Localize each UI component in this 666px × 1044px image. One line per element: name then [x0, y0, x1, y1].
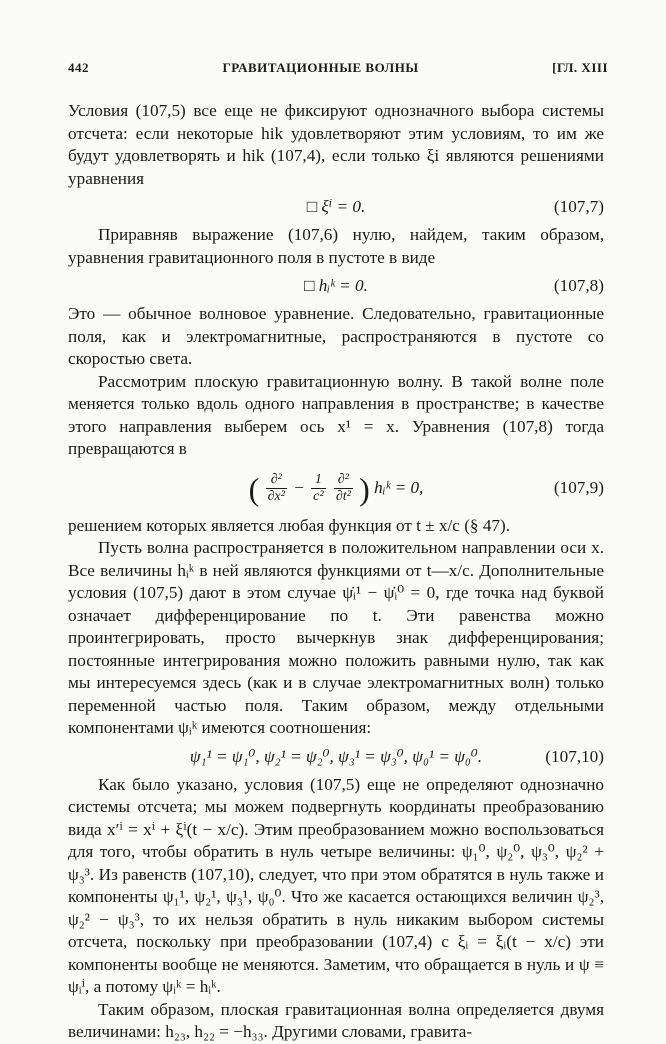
paragraph-4: Рассмотрим плоскую гравитационную волну. В такой волне поле меняется только вдоль одного направления в пространстве; в качестве этого направления выберем ось x¹ = x. Уравнения (107,8) тогда превращаются в	[68, 371, 604, 458]
denominator: c²	[313, 489, 324, 505]
paragraph-5: решением которых является любая функция от t ± x/c (§ 47).	[68, 515, 511, 535]
denominator: ∂x²	[267, 489, 285, 505]
equation-number: (107,9)	[553, 477, 604, 497]
chapter-label: [ГЛ. XIII	[552, 60, 608, 75]
equation-number: (107,7)	[553, 197, 604, 216]
paragraph-8: Таким образом, плоская гравитационная волна определяется двумя величинами: h₂₃, h₂₂ = −h₃₃. Другими словами, гравита-	[68, 999, 604, 1041]
running-header	[68, 60, 608, 76]
numerator: ∂²	[334, 472, 353, 489]
fraction-d2-dt2	[334, 472, 353, 505]
equation-number: (107,10)	[545, 746, 604, 766]
numerator: ∂²	[266, 472, 287, 489]
equation-expr	[249, 465, 424, 512]
equation-107-9	[68, 465, 604, 511]
minus-sign: −	[293, 477, 305, 497]
equation-107-8	[68, 273, 604, 299]
paragraph-6: Пусть волна распространяется в положительном направлении оси x. Все величины hᵢᵏ в ней являются функциями от t—x/c. Дополнительные условия (107,5) дают в этом случае ψ̇ᵢ¹ − ψ̇ᵢ⁰ = 0, где точка над буквой означает дифференцирование по t. Эти равенства можно проинтегрировать, просто вычеркнув знак дифференцирования; постоянные интегрирования можно положить равными нулю, так как мы интересуемся здесь (как и в случае электромагнитных волн) только переменной частью поля. Таким образом, между отдельными компонентами ψᵢᵏ имеются соотношения:	[68, 538, 604, 737]
page-body	[68, 100, 604, 1044]
paragraph-7: Как было указано, условия (107,5) еще не определяют однозначно системы отсчета; мы можем подвергнуть координаты преобразованию вида x′ⁱ = xⁱ + ξⁱ(t − x/c). Этим преобразованием можно воспользоваться для того, чтобы обратить в нуль четыре величины: ψ₁⁰, ψ₂⁰, ψ₃⁰, ψ₂² + ψ₃³. Из равенств (107,10), следует, что при этом обратятся в нуль также и компоненты ψ₁¹, ψ₂¹, ψ₃¹, ψ₀⁰. Что же касается остающихся величин ψ₂³, ψ₂² − ψ₃³, то их нельзя обратить в нуль никаким выбором системы отсчета, поскольку при преобразовании (107,4) с ξᵢ = ξᵢ(t − x/c) эти компоненты вообще не меняются. Заметим, что обращается в нуль и ψ ≡ ψᵢⁱ, а потому ψᵢᵏ = hᵢᵏ.	[68, 774, 604, 996]
equation-107-7	[68, 194, 604, 220]
right-paren: )	[359, 470, 370, 507]
paragraph-2: Приравняв выражение (107,6) нулю, найдем, таким образом, уравнения гравитационного поля в пустоте в виде	[68, 225, 604, 267]
equation-tail: hᵢᵏ = 0,	[374, 477, 424, 497]
paragraph-3: Это — обычное волновое уравнение. Следовательно, гравитационные поля, как и электромагнитные, распространяются в пустоте со скоростью света.	[68, 304, 604, 368]
left-paren: (	[248, 470, 260, 507]
page-number: 442	[68, 60, 89, 75]
numerator: 1	[311, 472, 325, 489]
equation-expr: □ ξⁱ = 0.	[306, 197, 366, 216]
equation-number: (107,8)	[553, 276, 604, 295]
equation-expr: □ hᵢᵏ = 0.	[304, 276, 368, 295]
equation-expr: ψ₁¹ = ψ₁⁰, ψ₂¹ = ψ₂⁰, ψ₃¹ = ψ₃⁰, ψ₀¹ = ψ₀⁰.	[189, 746, 483, 766]
fraction-d2-dx2	[266, 472, 287, 505]
paragraph-1: Условия (107,5) все еще не фиксируют однозначного выбора системы отсчета: если некоторые hik удовлетворяют этим условиям, то им же будут удовлетворять и hik (107,4), если только ξi являются решениями уравнения	[68, 101, 604, 188]
equation-107-10	[68, 744, 604, 770]
running-title: ГРАВИТАЦИОННЫЕ ВОЛНЫ	[222, 60, 419, 75]
denominator: ∂t²	[335, 489, 351, 505]
fraction-1-c2	[311, 472, 325, 505]
